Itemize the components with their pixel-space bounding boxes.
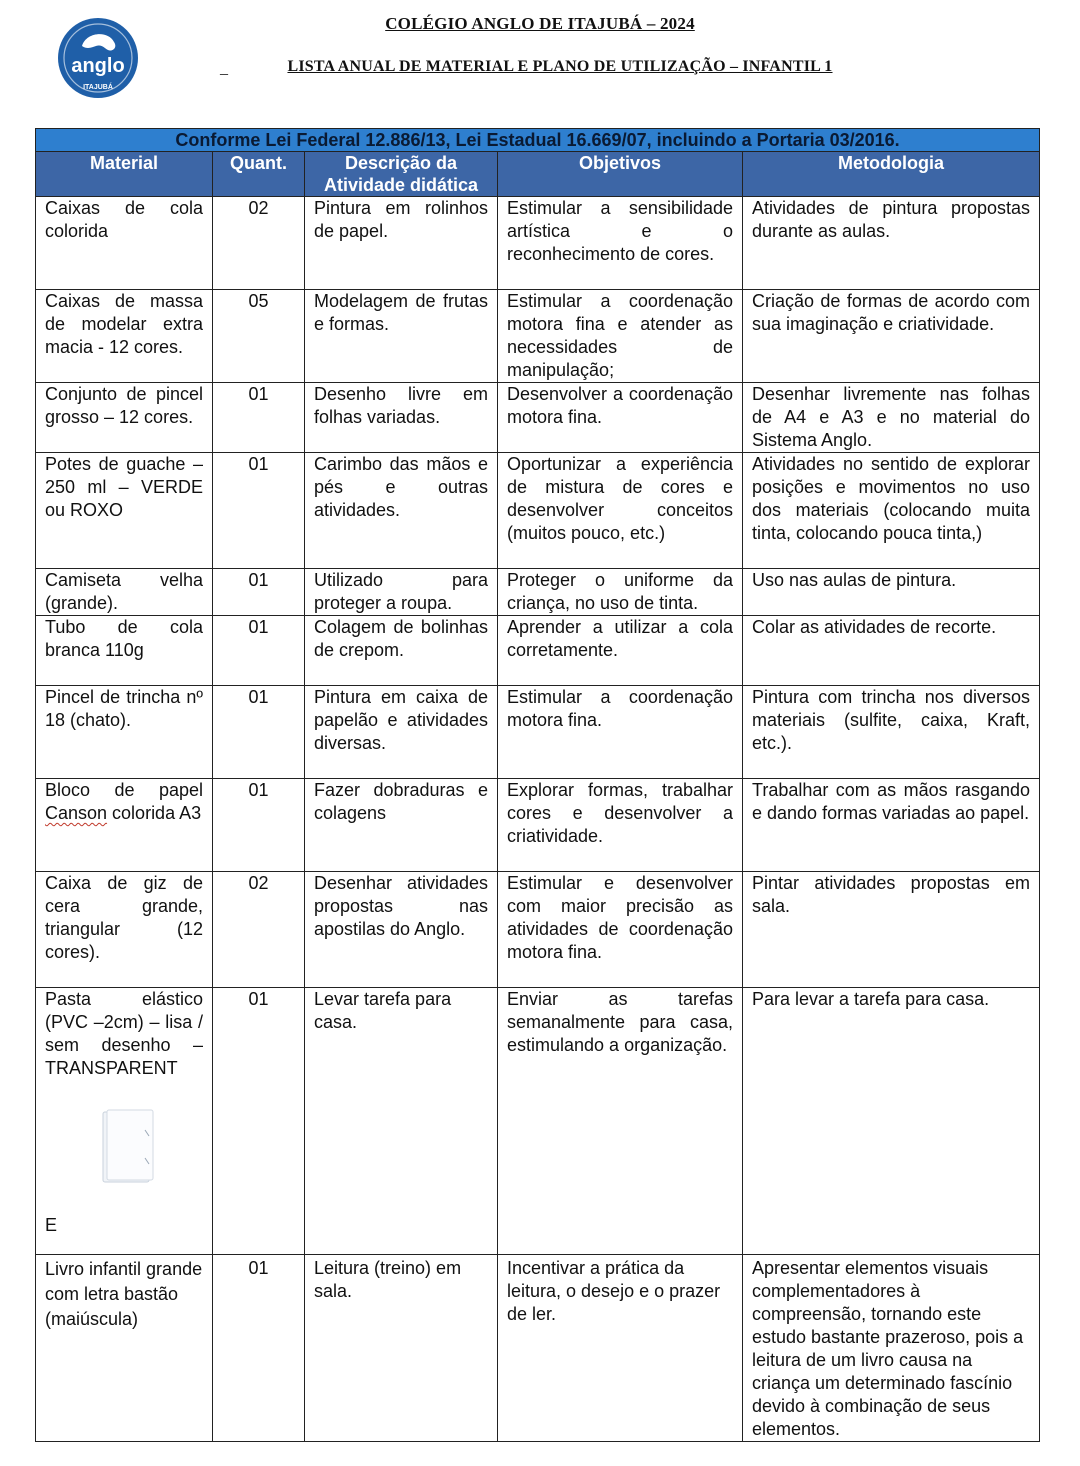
cell-quant: 05	[213, 290, 305, 383]
cell-metodologia: Trabalhar com as mãos rasgando e dando formas variadas ao papel.	[743, 779, 1040, 872]
material-text: Bloco de papel	[45, 780, 203, 800]
cell-material: Tubo de cola branca 110g	[36, 616, 213, 686]
cell-metodologia: Atividades de pintura propostas durante as aulas.	[743, 197, 1040, 290]
law-notice-row	[36, 129, 1040, 152]
cell-descricao: Colagem de bolinhas de crepom.	[305, 616, 498, 686]
cell-quant: 01	[213, 779, 305, 872]
cell-quant: 01	[213, 1255, 305, 1442]
list-subtitle: LISTA ANUAL DE MATERIAL E PLANO DE UTILIZAÇÃO – INFANTIL 1	[287, 58, 833, 75]
cell-material: Camiseta velha (grande).	[36, 569, 213, 616]
cell-material: Caixa de giz de cera grande, triangular (12 cores).	[36, 872, 213, 988]
cell-descricao: Pintura em caixa de papelão e atividades diversas.	[305, 686, 498, 779]
cell-metodologia: Pintar atividades propostas em sala.	[743, 872, 1040, 988]
cell-quant: 02	[213, 872, 305, 988]
cell-descricao: Desenhar atividades propostas nas apostilas do Anglo.	[305, 872, 498, 988]
cell-metodologia: Desenhar livremente nas folhas de A4 e A3 e no material do Sistema Anglo.	[743, 383, 1040, 453]
material-table	[35, 128, 1040, 1442]
cell-material: Conjunto de pincel grosso – 12 cores.	[36, 383, 213, 453]
cell-objetivos: Estimular a coordenação motora fina e atender as necessidades de manipulação;	[498, 290, 743, 383]
cell-objetivos: Proteger o uniforme da criança, no uso de tinta.	[498, 569, 743, 616]
table-row	[36, 779, 1040, 872]
material-text: E	[45, 1215, 58, 1235]
cell-objetivos: Oportunizar a experiência de mistura de cores e desenvolver conceitos (muitos pouco, etc.)	[498, 453, 743, 569]
table-row	[36, 616, 1040, 686]
col-descricao: Descrição da Atividade didática	[305, 152, 498, 197]
cell-metodologia: Pintura com trincha nos diversos materiais (sulfite, caixa, Kraft, etc.).	[743, 686, 1040, 779]
cell-metodologia: Apresentar elementos visuais complementadores à compreensão, tornando este estudo bastante prazeroso, pois a leitura de um livro causa na criança um determinado fascínio devido à combinação de seus elementos.	[743, 1255, 1040, 1442]
cell-metodologia: Criação de formas de acordo com sua imaginação e criatividade.	[743, 290, 1040, 383]
cell-material: Livro infantil grande com letra bastão (maiúscula)	[36, 1255, 213, 1442]
folder-image	[97, 1108, 157, 1188]
cell-objetivos: Estimular a coordenação motora fina.	[498, 686, 743, 779]
header-dash: _	[220, 60, 228, 77]
cell-descricao: Leitura (treino) em sala.	[305, 1255, 498, 1442]
cell-objetivos: Desenvolver a coordenação motora fina.	[498, 383, 743, 453]
cell-quant: 01	[213, 453, 305, 569]
cell-material	[36, 988, 213, 1255]
anglo-logo	[52, 16, 144, 100]
cell-descricao: Modelagem de frutas e formas.	[305, 290, 498, 383]
cell-objetivos: Explorar formas, trabalhar cores e desenvolver a criatividade.	[498, 779, 743, 872]
cell-material: Caixas de cola colorida	[36, 197, 213, 290]
cell-material: Potes de guache – 250 ml – VERDE ou ROXO	[36, 453, 213, 569]
table-row	[36, 383, 1040, 453]
cell-descricao: Pintura em rolinhos de papel.	[305, 197, 498, 290]
col-metodologia: Metodologia	[743, 152, 1040, 197]
cell-objetivos: Enviar as tarefas semanalmente para casa, estimulando a organização.	[498, 988, 743, 1255]
cell-quant: 01	[213, 569, 305, 616]
spellcheck-word: Canson	[45, 803, 108, 823]
logo-text: anglo	[71, 55, 125, 77]
cell-metodologia: Colar as atividades de recorte.	[743, 616, 1040, 686]
cell-objetivos: Estimular a sensibilidade artística e o reconhecimento de cores.	[498, 197, 743, 290]
school-title: COLÉGIO ANGLO DE ITAJUBÁ – 2024	[385, 14, 695, 33]
cell-quant: 01	[213, 383, 305, 453]
col-quant: Quant.	[213, 152, 305, 197]
cell-descricao: Desenho livre em folhas variadas.	[305, 383, 498, 453]
table-row	[36, 569, 1040, 616]
header-row	[36, 152, 1040, 197]
cell-quant: 01	[213, 616, 305, 686]
table-row	[36, 1255, 1040, 1442]
cell-objetivos: Estimular e desenvolver com maior precisão as atividades de coordenação motora fina.	[498, 872, 743, 988]
table-row	[36, 290, 1040, 383]
cell-material: Pincel de trincha nº 18 (chato).	[36, 686, 213, 779]
cell-metodologia: Para levar a tarefa para casa.	[743, 988, 1040, 1255]
cell-descricao: Utilizado para proteger a roupa.	[305, 569, 498, 616]
law-notice: Conforme Lei Federal 12.886/13, Lei Estadual 16.669/07, incluindo a Portaria 03/2016.	[36, 129, 1040, 152]
table-row	[36, 872, 1040, 988]
cell-quant: 01	[213, 686, 305, 779]
cell-metodologia: Atividades no sentido de explorar posições e movimentos no uso dos materiais (colocando muita tinta, colocando pouca tinta,)	[743, 453, 1040, 569]
table-row	[36, 453, 1040, 569]
cell-objetivos: Incentivar a prática da leitura, o desejo e o prazer de ler.	[498, 1255, 743, 1442]
table-row	[36, 988, 1040, 1255]
cell-quant: 01	[213, 988, 305, 1255]
cell-material: Caixas de massa de modelar extra macia - 12 cores.	[36, 290, 213, 383]
cell-descricao: Fazer dobraduras e colagens	[305, 779, 498, 872]
cell-metodologia: Uso nas aulas de pintura.	[743, 569, 1040, 616]
cell-quant: 02	[213, 197, 305, 290]
material-text: Pasta elástico (PVC –2cm) – lisa / sem desenho – TRANSPARENT	[45, 989, 203, 1078]
logo-subtext: ITAJUBÁ	[83, 84, 113, 91]
table-row	[36, 686, 1040, 779]
cell-objetivos: Aprender a utilizar a cola corretamente.	[498, 616, 743, 686]
cell-descricao: Carimbo das mãos e pés e outras atividades.	[305, 453, 498, 569]
cell-descricao: Levar tarefa para casa.	[305, 988, 498, 1255]
cell-material	[36, 779, 213, 872]
table-row	[36, 197, 1040, 290]
col-material: Material	[36, 152, 213, 197]
col-objetivos: Objetivos	[498, 152, 743, 197]
material-text: colorida A3	[107, 803, 202, 823]
